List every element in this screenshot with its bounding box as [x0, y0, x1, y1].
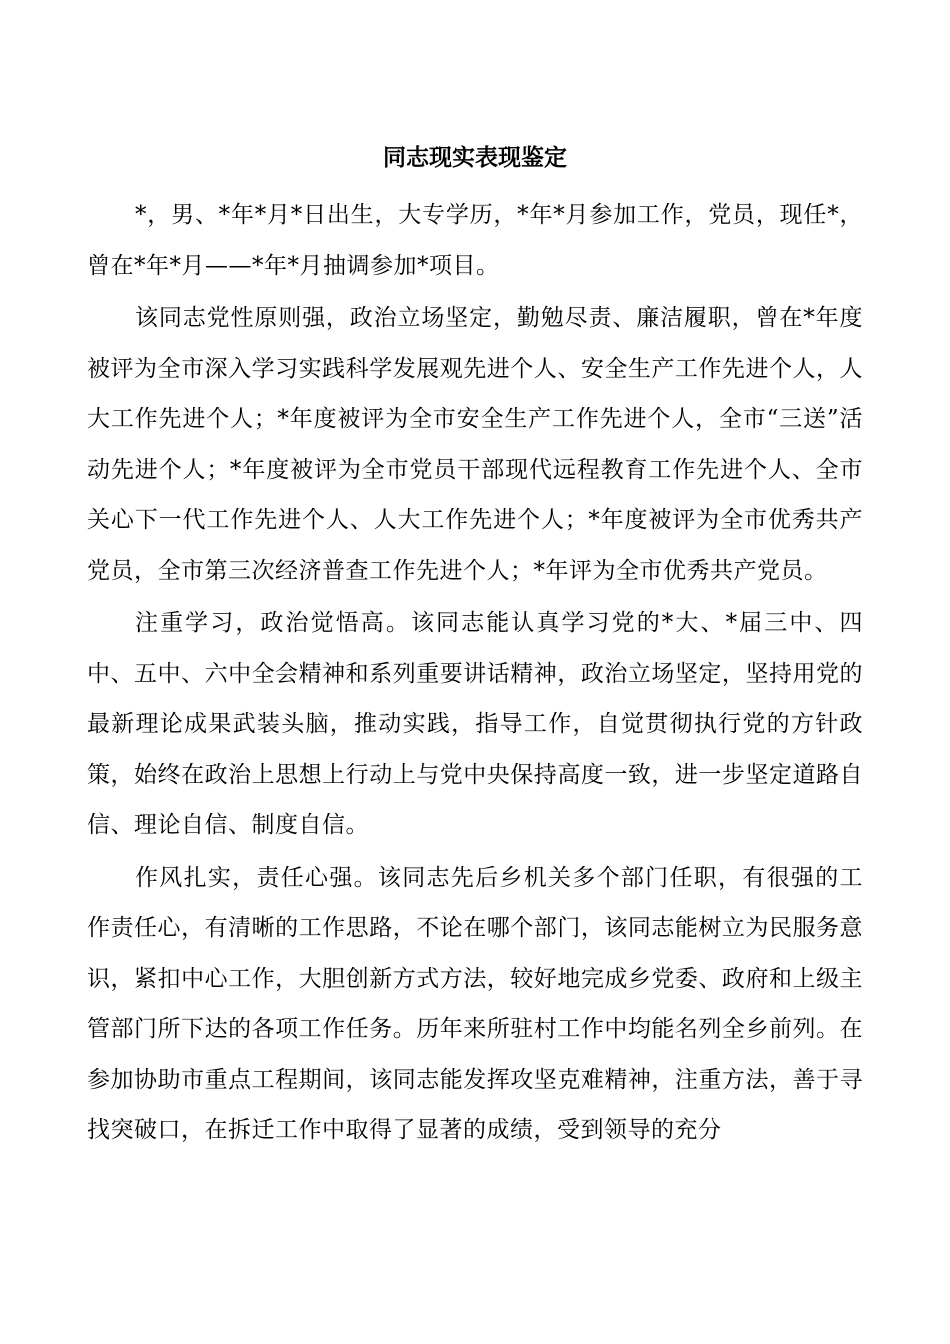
- document-body: [87, 190, 863, 1158]
- paragraph-work-style: 作风扎实，责任心强。该同志先后乡机关多个部门任职，有很强的工作责任心，有清晰的工作思路，不论在哪个部门，该同志能树立为民服务意识，紧扣中心工作，大胆创新方式方法，较好地完成乡党委、政府和上级主管部门所下达的各项工作任务。历年来所驻村工作中均能名列全乡前列。在参加协助市重点工程期间，该同志能发挥攻坚克难精神，注重方法，善于寻找突破口，在拆迁工作中取得了显著的成绩，受到领导的充分: [87, 864, 863, 1143]
- paragraph-honors: 该同志党性原则强，政治立场坚定，勤勉尽责、廉洁履职，曾在*年度被评为全市深入学习实践科学发展观先进个人、安全生产工作先进个人，人大工作先进个人；*年度被评为全市安全生产工作先进个人，全市“三送”活动先进个人；*年度被评为全市党员干部现代远程教育工作先进个人、全市关心下一代工作先进个人、人大工作先进个人；*年度被评为全市优秀共产党员，全市第三次经济普查工作先进个人；*年评为全市优秀共产党员。: [87, 305, 863, 584]
- paragraph-study: 注重学习，政治觉悟高。该同志能认真学习党的*大、*届三中、四中、五中、六中全会精神和系列重要讲话精神，政治立场坚定，坚持用党的最新理论成果武装头脑，推动实践，指导工作，自觉贯彻执行党的方针政策，始终在政治上思想上行动上与党中央保持高度一致，进一步坚定道路自信、理论自信、制度自信。: [87, 610, 863, 838]
- document-title: 同志现实表现鉴定: [383, 144, 567, 171]
- paragraph-personal-info: *，男、*年*月*日出生，大专学历，*年*月参加工作，党员，现任*，曾在*年*月——*年*月抽调参加*项目。: [87, 202, 863, 279]
